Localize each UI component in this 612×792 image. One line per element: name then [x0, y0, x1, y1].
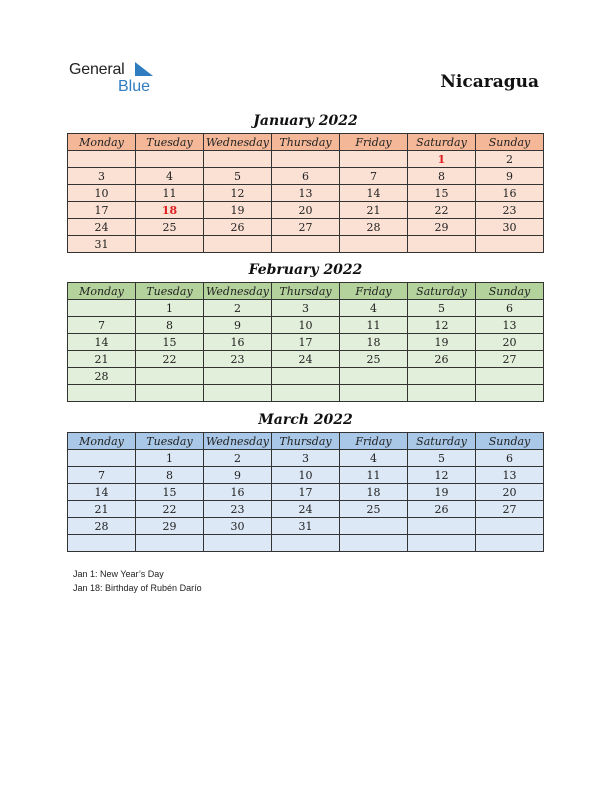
logo-word-blue: Blue: [118, 78, 151, 95]
day-cell: 4: [340, 300, 408, 317]
day-cell: 7: [340, 168, 408, 185]
day-cell: 29: [408, 219, 476, 236]
day-cell: 28: [340, 219, 408, 236]
day-cell: 25: [136, 219, 204, 236]
empty-day-cell: [204, 535, 272, 552]
empty-day-cell: [204, 151, 272, 168]
day-cell: 16: [476, 185, 544, 202]
weekday-header: Tuesday: [136, 134, 204, 151]
weekday-header-row: [68, 134, 544, 151]
day-cell: 19: [408, 334, 476, 351]
day-cell: 23: [204, 501, 272, 518]
week-row: [68, 168, 544, 185]
day-cell: 22: [136, 501, 204, 518]
empty-day-cell: [136, 151, 204, 168]
day-cell: 19: [204, 202, 272, 219]
day-cell: 19: [408, 484, 476, 501]
week-row: [68, 450, 544, 467]
empty-day-cell: [272, 151, 340, 168]
day-cell: 5: [408, 300, 476, 317]
day-cell: 20: [272, 202, 340, 219]
day-cell: 30: [204, 518, 272, 535]
weekday-header: Sunday: [476, 433, 544, 450]
day-cell: 14: [340, 185, 408, 202]
empty-day-cell: [340, 236, 408, 253]
month-title-february: February 2022: [248, 262, 363, 278]
day-cell: 31: [68, 236, 136, 253]
empty-day-cell: [204, 236, 272, 253]
weekday-header: Wednesday: [204, 433, 272, 450]
day-cell: 8: [136, 467, 204, 484]
empty-day-cell: [272, 385, 340, 402]
day-cell: 30: [476, 219, 544, 236]
day-cell: 22: [136, 351, 204, 368]
week-row: [68, 219, 544, 236]
day-cell: 14: [68, 334, 136, 351]
week-row: [68, 317, 544, 334]
day-cell: 23: [476, 202, 544, 219]
week-row: [68, 484, 544, 501]
day-cell: 24: [272, 501, 340, 518]
week-row: [68, 535, 544, 552]
weekday-header: Tuesday: [136, 283, 204, 300]
day-cell: 7: [68, 317, 136, 334]
day-cell: 21: [68, 501, 136, 518]
day-cell: 26: [204, 219, 272, 236]
day-cell: 24: [68, 219, 136, 236]
empty-day-cell: [136, 385, 204, 402]
day-cell: 15: [408, 185, 476, 202]
week-row: [68, 185, 544, 202]
day-cell: 6: [476, 300, 544, 317]
empty-day-cell: [68, 535, 136, 552]
day-cell: 15: [136, 484, 204, 501]
day-cell: 21: [340, 202, 408, 219]
weekday-header: Friday: [340, 134, 408, 151]
empty-day-cell: [408, 535, 476, 552]
calendar-march: [67, 432, 544, 552]
day-cell: 20: [476, 334, 544, 351]
day-cell: 15: [136, 334, 204, 351]
empty-day-cell: [476, 518, 544, 535]
week-row: [68, 501, 544, 518]
day-cell: 23: [204, 351, 272, 368]
day-cell: 12: [408, 317, 476, 334]
holiday-note: Jan 18: Birthday of Rubén Darío: [73, 583, 202, 593]
empty-day-cell: [136, 535, 204, 552]
day-cell: 17: [68, 202, 136, 219]
day-cell: 29: [136, 518, 204, 535]
empty-day-cell: [68, 300, 136, 317]
empty-day-cell: [476, 368, 544, 385]
empty-day-cell: [408, 518, 476, 535]
week-row: [68, 300, 544, 317]
empty-day-cell: [272, 535, 340, 552]
empty-day-cell: [68, 450, 136, 467]
day-cell: 18: [340, 484, 408, 501]
empty-day-cell: [408, 236, 476, 253]
day-cell: 1: [136, 300, 204, 317]
weekday-header: Thursday: [272, 283, 340, 300]
empty-day-cell: [408, 385, 476, 402]
empty-day-cell: [136, 368, 204, 385]
day-cell: 14: [68, 484, 136, 501]
day-cell: 10: [272, 317, 340, 334]
day-cell: 20: [476, 484, 544, 501]
day-cell: 17: [272, 334, 340, 351]
empty-day-cell: [476, 385, 544, 402]
weekday-header: Tuesday: [136, 433, 204, 450]
empty-day-cell: [340, 151, 408, 168]
empty-day-cell: [272, 368, 340, 385]
weekday-header: Thursday: [272, 433, 340, 450]
weekday-header: Sunday: [476, 134, 544, 151]
empty-day-cell: [476, 535, 544, 552]
month-title-march: March 2022: [258, 412, 353, 428]
weekday-header: Monday: [68, 283, 136, 300]
empty-day-cell: [340, 535, 408, 552]
weekday-header: Monday: [68, 433, 136, 450]
empty-day-cell: [408, 368, 476, 385]
week-row: [68, 334, 544, 351]
weekday-header: Sunday: [476, 283, 544, 300]
week-row: [68, 518, 544, 535]
day-cell: 13: [476, 467, 544, 484]
generalblue-logo: [69, 60, 159, 100]
day-cell: 10: [68, 185, 136, 202]
day-cell: 25: [340, 351, 408, 368]
day-cell: 18: [340, 334, 408, 351]
weekday-header: Wednesday: [204, 134, 272, 151]
day-cell: 5: [204, 168, 272, 185]
logo-triangle-icon: [135, 62, 153, 76]
day-cell: 3: [272, 300, 340, 317]
day-cell: 27: [476, 351, 544, 368]
week-row: [68, 151, 544, 168]
day-cell: 21: [68, 351, 136, 368]
empty-day-cell: [136, 236, 204, 253]
day-cell: 18: [136, 202, 204, 219]
day-cell: 28: [68, 368, 136, 385]
empty-day-cell: [272, 236, 340, 253]
day-cell: 26: [408, 501, 476, 518]
day-cell: 24: [272, 351, 340, 368]
day-cell: 27: [476, 501, 544, 518]
weekday-header: Saturday: [408, 283, 476, 300]
day-cell: 10: [272, 467, 340, 484]
weekday-header: Saturday: [408, 134, 476, 151]
day-cell: 13: [272, 185, 340, 202]
day-cell: 11: [340, 467, 408, 484]
day-cell: 7: [68, 467, 136, 484]
empty-day-cell: [340, 518, 408, 535]
week-row: [68, 467, 544, 484]
empty-day-cell: [68, 385, 136, 402]
day-cell: 4: [340, 450, 408, 467]
week-row: [68, 202, 544, 219]
day-cell: 22: [408, 202, 476, 219]
day-cell: 9: [204, 317, 272, 334]
day-cell: 12: [204, 185, 272, 202]
empty-day-cell: [476, 236, 544, 253]
weekday-header-row: [68, 283, 544, 300]
weekday-header: Friday: [340, 433, 408, 450]
day-cell: 3: [272, 450, 340, 467]
day-cell: 3: [68, 168, 136, 185]
day-cell: 6: [476, 450, 544, 467]
month-title-january: January 2022: [253, 113, 358, 129]
day-cell: 16: [204, 484, 272, 501]
day-cell: 27: [272, 219, 340, 236]
country-title: Nicaragua: [440, 72, 539, 92]
weekday-header: Monday: [68, 134, 136, 151]
day-cell: 12: [408, 467, 476, 484]
day-cell: 1: [408, 151, 476, 168]
logo-word-general: General: [69, 61, 125, 78]
weekday-header: Friday: [340, 283, 408, 300]
day-cell: 2: [204, 300, 272, 317]
empty-day-cell: [204, 385, 272, 402]
day-cell: 8: [408, 168, 476, 185]
holiday-note: Jan 1: New Year’s Day: [73, 569, 164, 579]
weekday-header: Saturday: [408, 433, 476, 450]
weekday-header: Wednesday: [204, 283, 272, 300]
day-cell: 9: [204, 467, 272, 484]
day-cell: 16: [204, 334, 272, 351]
day-cell: 9: [476, 168, 544, 185]
empty-day-cell: [340, 368, 408, 385]
day-cell: 1: [136, 450, 204, 467]
day-cell: 31: [272, 518, 340, 535]
week-row: [68, 351, 544, 368]
calendar-february: [67, 282, 544, 402]
week-row: [68, 368, 544, 385]
day-cell: 25: [340, 501, 408, 518]
day-cell: 26: [408, 351, 476, 368]
day-cell: 5: [408, 450, 476, 467]
empty-day-cell: [340, 385, 408, 402]
day-cell: 2: [476, 151, 544, 168]
day-cell: 28: [68, 518, 136, 535]
day-cell: 4: [136, 168, 204, 185]
day-cell: 8: [136, 317, 204, 334]
day-cell: 6: [272, 168, 340, 185]
day-cell: 13: [476, 317, 544, 334]
empty-day-cell: [68, 151, 136, 168]
weekday-header-row: [68, 433, 544, 450]
day-cell: 11: [136, 185, 204, 202]
calendar-january: [67, 133, 544, 253]
day-cell: 2: [204, 450, 272, 467]
holiday-notes: [73, 567, 202, 595]
week-row: [68, 385, 544, 402]
day-cell: 17: [272, 484, 340, 501]
day-cell: 11: [340, 317, 408, 334]
week-row: [68, 236, 544, 253]
weekday-header: Thursday: [272, 134, 340, 151]
empty-day-cell: [204, 368, 272, 385]
